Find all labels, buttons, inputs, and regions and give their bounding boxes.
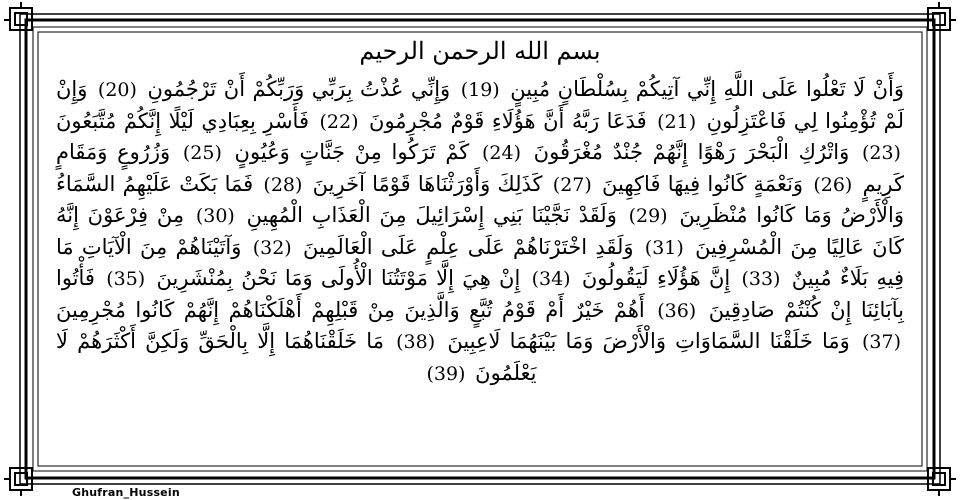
corner-ornament-bottom-left [4,468,32,496]
verse-text: وَلَقَدِ اخْتَرْنَاهُمْ عَلَى عِلْمٍ عَلَى الْعَالَمِينَ [302,234,634,259]
verse-text: وَإِنْ لَمْ تُؤْمِنُوا لِي فَاعْتَزِلُونِ [56,77,904,133]
verse-text: كَمْ تَرَكُوا مِنْ جَنَّاتٍ وَعُيُونٍ [234,140,470,164]
verse-number: (26) [813,173,853,196]
verse-number: (32) [252,236,292,259]
verse-text: أَهُمْ خَيْرٌ أَمْ قَوْمُ تُبَّعٍ وَالَّذِينَ مِنْ قَبْلِهِمْ أَهْلَكْنَاهُمْ إِنَّهُمْ كَانُوا مُجْرِمِينَ [56,297,645,322]
verse-number: (35) [106,268,146,290]
verse-number: (27) [552,173,592,196]
corner-ornament-bottom-right [928,468,956,496]
verse-text: فَمَا بَكَتْ عَلَيْهِمُ السَّمَاءُ وَالْأَرْضُ وَمَا كَانُوا مُنْظَرِينَ [56,171,904,227]
verse-number: (30) [195,205,235,227]
verse-text: وَأَنْ لَا تَعْلُوا عَلَى اللَّهِ إِنِّي آتِيكُمْ بِسُلْطَانٍ مُبِينٍ [510,77,904,101]
basmala-heading: بسم الله الرحمن الرحيم [359,37,601,65]
document-body [52,34,908,474]
verse-number: (34) [531,268,571,290]
verse-number: (33) [741,268,781,290]
corner-ornament-top-left [4,2,32,30]
verse-number: (21) [657,110,697,133]
verse-number: (31) [644,236,684,259]
verse-number: (29) [628,205,668,227]
verse-text: إِنْ هِيَ إِلَّا مَوْتَتُنَا الْأُولَى وَمَا نَحْنُ بِمُنْشَرِينَ [156,266,521,290]
verse-number: (23) [861,142,901,164]
verse-number: (37) [861,331,901,353]
verse-text: وَنَعْمَةٍ كَانُوا فِيهَا فَاكِهِينَ [602,171,804,196]
verse-text: مِنْ فِرْعَوْنَ إِنَّهُ كَانَ عَالِيًا مِنَ الْمُسْرِفِينَ [56,203,904,259]
verse-text: فَأَسْرِ بِعِبَادِي لَيْلًا إِنَّكُمْ مُتَّبَعُونَ [56,108,309,133]
verse-text: وَزُرُوعٍ وَمَقَامٍ كَرِيمٍ [56,140,904,196]
verse-text: كَذَلِكَ وَأَوْرَثْنَاهَا قَوْمًا آخَرِينَ [312,171,543,196]
verse-text: فَأْتُوا بِآبَائِنَا إِنْ كُنْتُمْ صَادِقِينَ [56,266,904,322]
verse-text: وَلَقَدْ نَجَّيْنَا بَنِي إِسْرَائِيلَ مِنَ الْعَذَابِ الْمُهِينِ [246,203,617,227]
verses-block [56,74,904,389]
verse-number: (19) [460,79,500,101]
verse-number: (38) [396,331,436,353]
verse-text: إِنَّ هَؤُلَاءِ لَيَقُولُونَ [581,266,731,290]
verse-number: (28) [263,173,303,196]
verse-number: (39) [426,362,466,385]
verse-text: وَآتَيْنَاهُمْ مِنَ الْآيَاتِ مَا فِيهِ بَلَاءٌ مُبِينٌ [56,234,905,290]
verse-text: مَا خَلَقْنَاهُمَا إِلَّا بِالْحَقِّ وَلَكِنَّ أَكْثَرَهُمْ لَا يَعْلَمُونَ [56,329,537,385]
verse-number: (24) [481,142,521,164]
verse-text: وَاتْرُكِ الْبَحْرَ رَهْوًا إِنَّهُمْ جُنْدٌ مُغْرَقُونَ [533,140,850,164]
verse-text: وَمَا خَلَقْنَا السَّمَاوَاتِ وَالْأَرْضَ وَمَا بَيْنَهُمَا لَاعِبِينَ [447,329,850,353]
verse-number: (25) [182,142,222,164]
verse-text: فَدَعَا رَبَّهُ أَنَّ هَؤُلَاءِ قَوْمٌ مُجْرِمُونَ [369,108,647,133]
verse-number: (22) [319,110,359,133]
verse-text: وَإِنِّي عُذْتُ بِرَبِّي وَرَبِّكُمْ أَنْ تَرْجُمُونِ [147,77,451,101]
corner-ornament-top-right [928,2,956,30]
verse-number: (20) [97,79,137,101]
verse-number: (36) [657,299,697,322]
signature-text: Ghufran_Hussein [72,486,180,499]
